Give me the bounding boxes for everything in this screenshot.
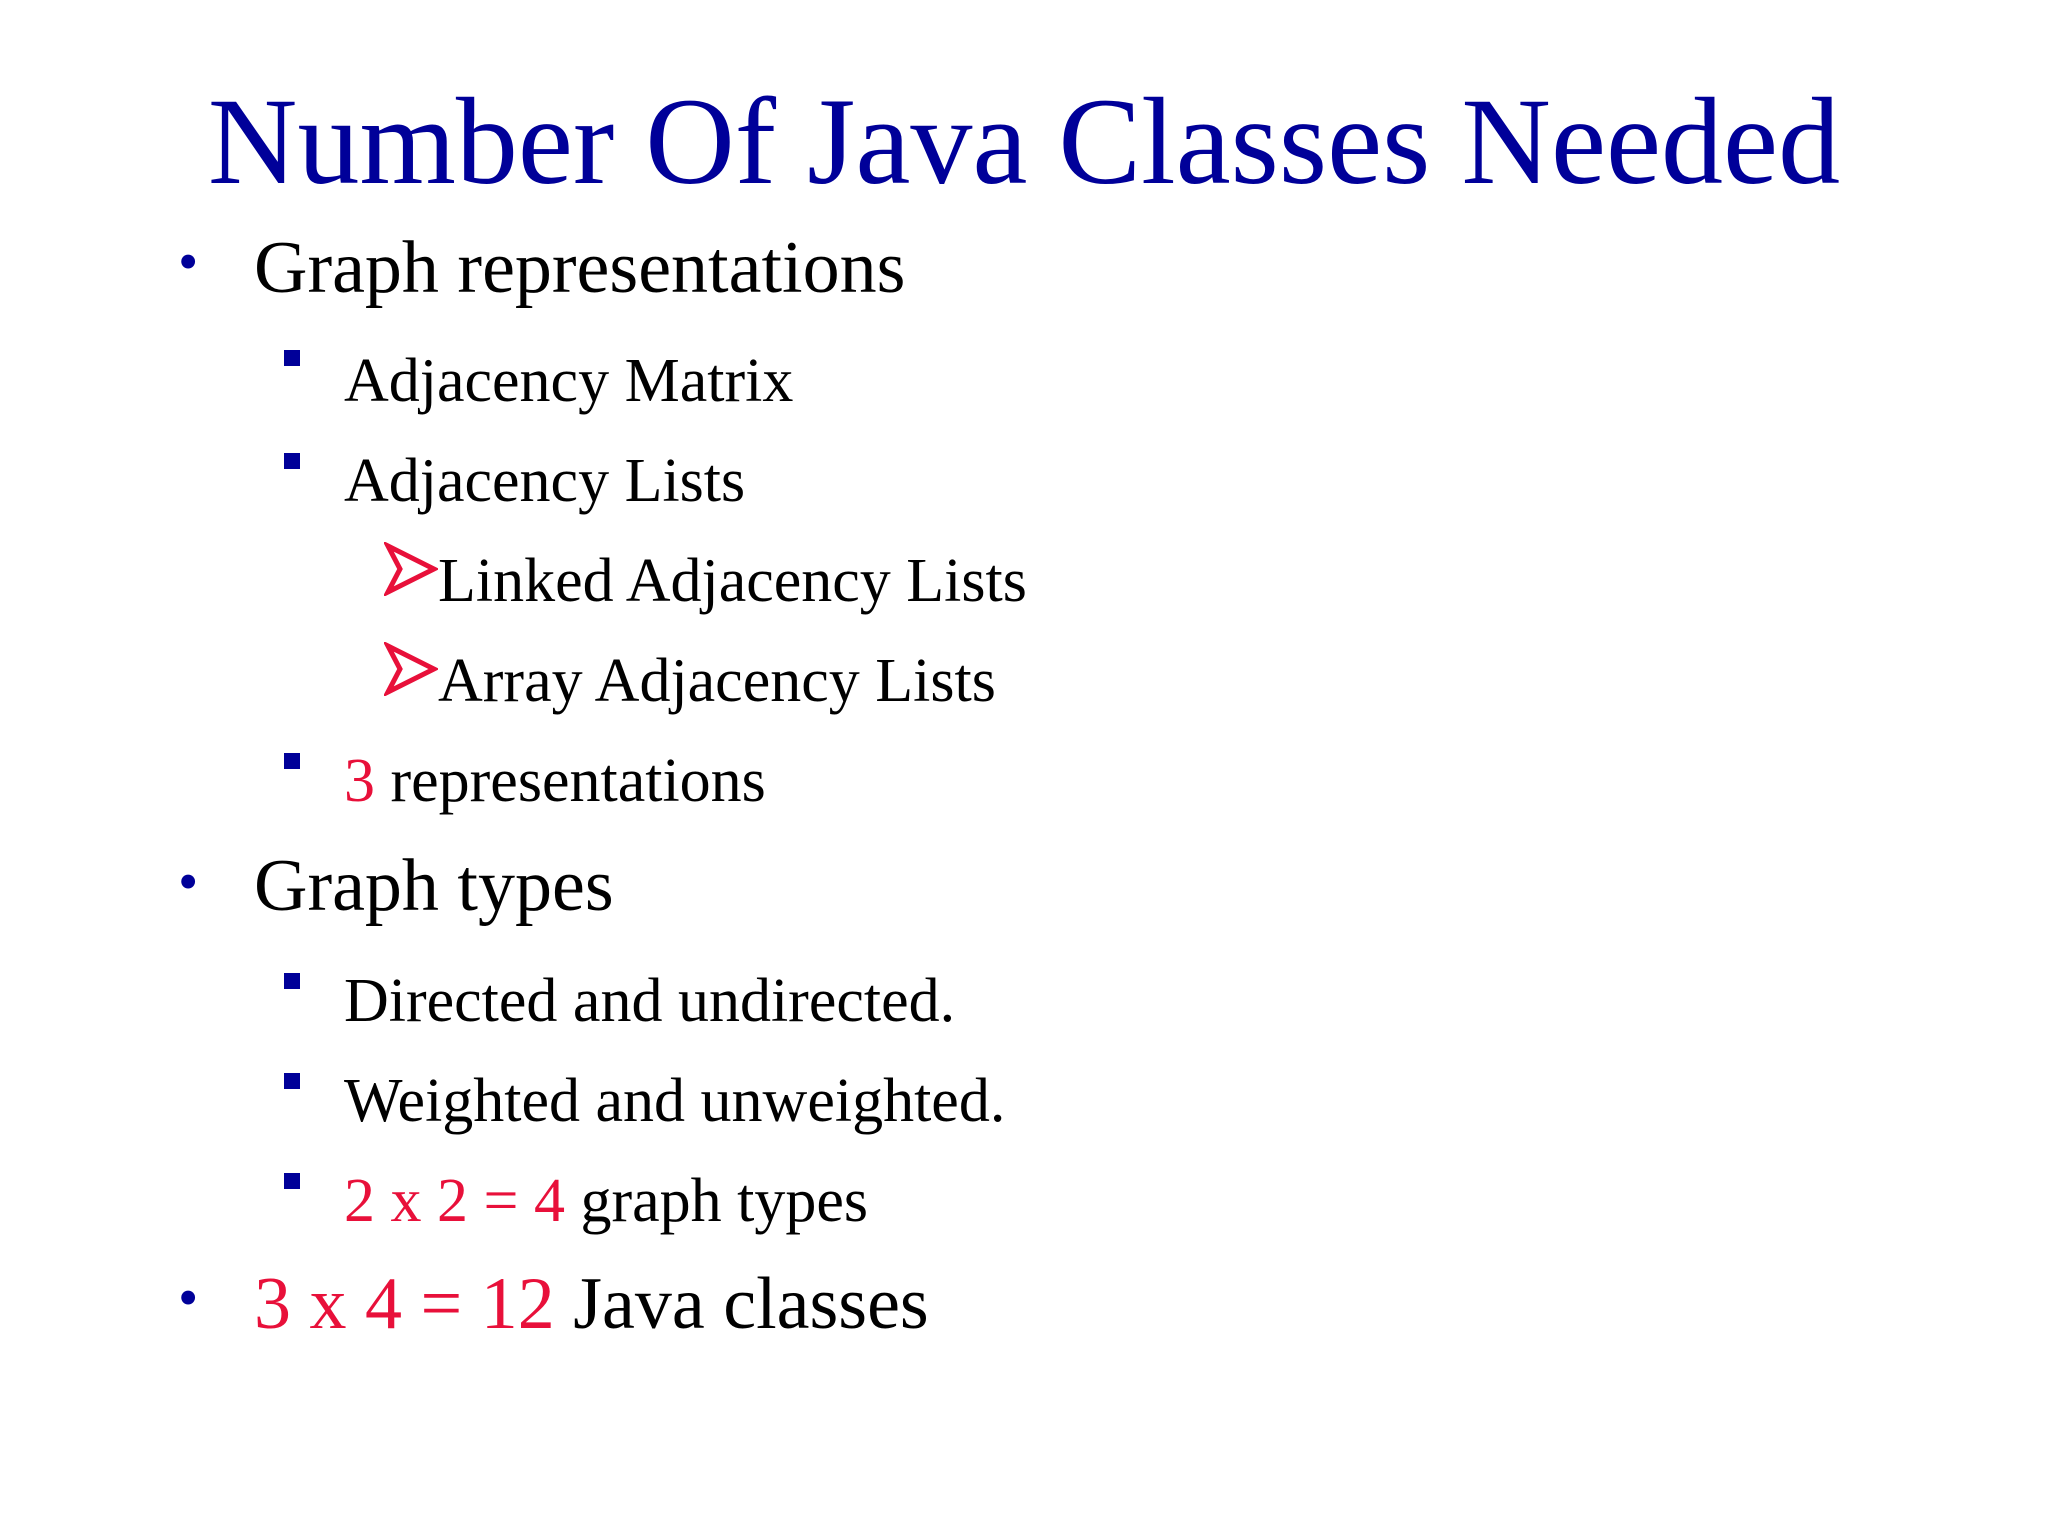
graph-types-count-item <box>344 1166 868 1237</box>
representations-count: 3 <box>344 747 375 815</box>
array-adjacency-lists-item: Array Adjacency Lists <box>438 647 996 715</box>
weighted-unweighted-item: Weighted and unweighted. <box>344 1067 1006 1135</box>
square-bullet-icon <box>284 753 300 769</box>
square-bullet-icon <box>284 1073 300 1089</box>
arrow-bullet-icon <box>384 642 438 696</box>
java-classes-count-suffix: Java classes <box>554 1263 929 1345</box>
graph-representations-item: Graph representations <box>254 227 906 309</box>
square-bullet-icon <box>284 1173 300 1189</box>
arrow-bullet-icon <box>384 542 438 596</box>
square-bullet-icon <box>284 350 300 366</box>
bullet-dot-icon: • <box>178 229 199 294</box>
directed-undirected-item: Directed and undirected. <box>344 967 956 1035</box>
representations-count-item <box>344 746 766 817</box>
linked-adjacency-lists-item: Linked Adjacency Lists <box>438 547 1027 615</box>
adjacency-matrix-item: Adjacency Matrix <box>344 347 794 415</box>
graph-types-count: 2 x 2 = 4 <box>344 1167 565 1235</box>
adjacency-lists-item: Adjacency Lists <box>344 447 746 515</box>
square-bullet-icon <box>284 453 300 469</box>
square-bullet-icon <box>284 973 300 989</box>
graph-types-count-suffix: graph types <box>564 1167 869 1235</box>
slide-title: Number Of Java Classes Needed <box>207 73 1841 210</box>
graph-types-item: Graph types <box>254 845 614 927</box>
java-classes-item <box>254 1262 929 1347</box>
representations-count-suffix: representations <box>375 747 766 815</box>
bullet-dot-icon: • <box>178 849 199 914</box>
java-classes-count: 3 x 4 = 12 <box>254 1263 555 1345</box>
bullet-dot-icon: • <box>178 1265 199 1330</box>
